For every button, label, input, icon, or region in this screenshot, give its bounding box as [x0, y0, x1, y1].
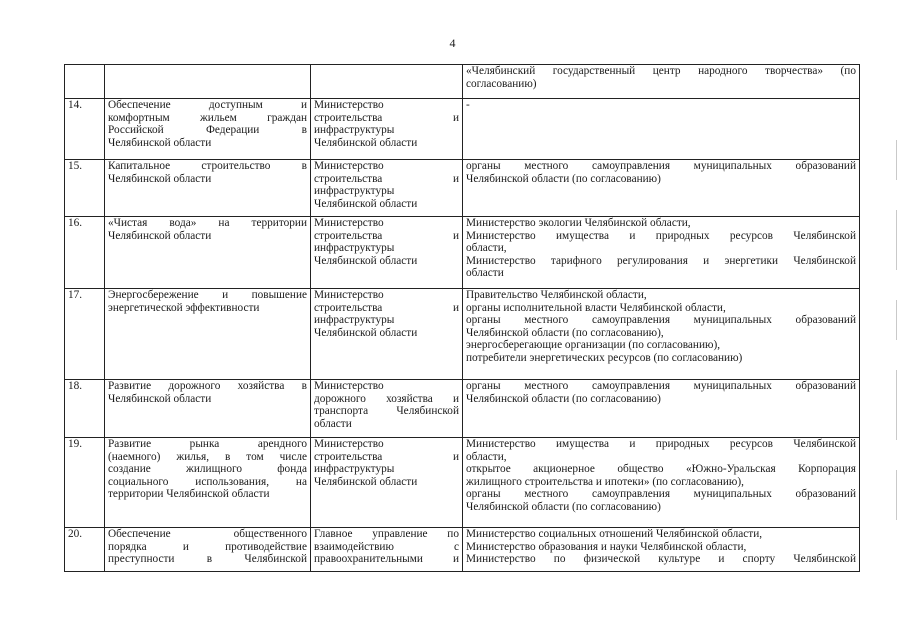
responsible-executor-cell — [311, 528, 463, 572]
table-row — [65, 217, 860, 289]
row-number-cell: 15. — [65, 160, 105, 217]
cell-text-line: строительства и — [314, 229, 459, 242]
participants-cell — [463, 528, 860, 572]
cell-text-line: области — [466, 267, 504, 280]
cell-text-line: Челябинской области — [314, 254, 418, 267]
program-name-cell — [105, 438, 311, 528]
cell-text-line: создание жилищного фонда — [108, 463, 307, 476]
row-number-cell: 19. — [65, 438, 105, 528]
responsible-executor-cell — [311, 438, 463, 528]
cell-text-line: инфраструктуры — [314, 242, 395, 255]
participants-cell — [463, 289, 860, 380]
cell-text-line: органы местного самоуправления муниципальных образований — [466, 160, 856, 172]
cell-text-line: Обеспечение доступным и — [108, 99, 307, 111]
cell-text-line: транспорта Челябинской — [314, 405, 459, 418]
cell-text-line: преступности в Челябинской — [108, 553, 307, 566]
table-row — [65, 99, 860, 160]
cell-text-line: органы местного самоуправления муниципальных образований — [466, 314, 856, 327]
cell-text-line: Министерство тарифного регулирования и энергетики Челябинской — [466, 254, 856, 267]
cell-text-line: Капитальное строительство в — [108, 160, 307, 172]
program-name-cell — [105, 289, 311, 380]
responsible-executor-cell — [311, 380, 463, 438]
cell-text-line: - — [466, 99, 470, 111]
table-row — [65, 380, 860, 438]
table-row — [65, 65, 860, 99]
cell-text-line: Челябинской области — [314, 197, 418, 210]
cell-text-line: Министерство имущества и природных ресурсов Челябинской — [466, 438, 856, 450]
participants-cell — [463, 438, 860, 528]
responsible-executor-cell — [311, 99, 463, 160]
cell-text-line: строительства и — [314, 301, 459, 314]
cell-text-line: социального использования, на — [108, 475, 307, 488]
cell-text-line: Министерство — [314, 99, 384, 111]
program-name-cell — [105, 217, 311, 289]
cell-text-line: энергетической эффективности — [108, 301, 260, 314]
cell-text-line: Министерство социальных отношений Челябинской области, — [466, 528, 763, 540]
cell-text-line: области — [314, 417, 352, 430]
cell-text-line: Главное управление по — [314, 528, 459, 540]
cell-text-line: органы исполнительной власти Челябинской области, — [466, 301, 726, 314]
cell-text-line: Министерство — [314, 289, 384, 301]
cell-text-line: Челябинской области — [108, 392, 212, 405]
table-row — [65, 438, 860, 528]
program-table — [64, 64, 860, 572]
cell-text-line: территории Челябинской области — [108, 488, 270, 501]
program-name-cell — [105, 380, 311, 438]
cell-text-line: дорожного хозяйства и — [314, 392, 459, 405]
cell-text-line: Министерство образования и науки Челябинской области, — [466, 540, 747, 553]
page-number: 4 — [449, 36, 456, 50]
cell-text-line: строительства и — [314, 450, 459, 463]
cell-text-line: комфортным жильем граждан — [108, 111, 307, 124]
cell-text-line: потребители энергетических ресурсов (по согласованию) — [466, 351, 743, 364]
cell-text-line: Челябинской области (по согласованию) — [466, 172, 661, 185]
cell-text-line: инфраструктуры — [314, 185, 395, 198]
cell-text-line: области, — [466, 450, 507, 463]
cell-text-line: Челябинской области — [314, 475, 418, 488]
cell-text-line: Министерство — [314, 380, 384, 392]
participants-cell — [463, 160, 860, 217]
cell-text-line: Министерство по физической культуре и спорту Челябинской — [466, 553, 856, 566]
cell-text-line: Энергосбережение и повышение — [108, 289, 307, 301]
cell-text-line: инфраструктуры — [314, 463, 395, 476]
table-row — [65, 160, 860, 217]
cell-text-line: Министерство имущества и природных ресурсов Челябинской — [466, 229, 856, 242]
responsible-executor-cell — [311, 160, 463, 217]
cell-text-line: порядка и противодействие — [108, 540, 307, 553]
row-number-cell: 18. — [65, 380, 105, 438]
responsible-executor-cell — [311, 217, 463, 289]
cell-text-line: Министерство экологии Челябинской области, — [466, 217, 691, 229]
cell-text-line: «Челябинский государственный центр народного творчества» (по — [466, 65, 856, 77]
row-number-cell: 14. — [65, 99, 105, 160]
cell-text-line: Челябинской области — [314, 326, 418, 339]
cell-text-line: энергосберегающие организации (по согласованию), — [466, 339, 721, 352]
cell-text-line: области, — [466, 242, 507, 255]
cell-text-line: органы местного самоуправления муниципальных образований — [466, 380, 856, 392]
cell-text-line: (наемного) жилья, в том числе — [108, 450, 307, 463]
row-number-cell: 20. — [65, 528, 105, 572]
cell-text-line: Челябинской области — [314, 136, 418, 149]
cell-text-line: Челябинской области (по согласованию), — [466, 326, 664, 339]
row-number-cell: 17. — [65, 289, 105, 380]
table-row — [65, 528, 860, 572]
program-name-cell — [105, 160, 311, 217]
cell-text-line: Челябинской области (по согласованию) — [466, 392, 661, 405]
cell-text-line: органы местного самоуправления муниципальных образований — [466, 488, 856, 501]
cell-text-line: инфраструктуры — [314, 124, 395, 137]
cell-text-line: Челябинской области (по согласованию) — [466, 500, 661, 513]
cell-text-line: правоохранительными и — [314, 553, 459, 566]
cell-text-line: Развитие дорожного хозяйства в — [108, 380, 307, 392]
cell-text-line: согласованию) — [466, 77, 537, 90]
program-name-cell — [105, 528, 311, 572]
cell-text-line: Челябинской области — [108, 229, 212, 242]
program-name-cell — [105, 99, 311, 160]
cell-text-line: «Чистая вода» на территории — [108, 217, 307, 229]
cell-text-line: Развитие рынка арендного — [108, 438, 307, 450]
participants-cell — [463, 65, 860, 99]
cell-text-line: строительства и — [314, 111, 459, 124]
cell-text-line: взаимодействию с — [314, 540, 459, 553]
program-name-cell — [105, 65, 311, 99]
row-number-cell — [65, 65, 105, 99]
cell-text-line: Министерство — [314, 217, 384, 229]
cell-text-line: открытое акционерное общество «Южно-Уральская Корпорация — [466, 463, 856, 476]
cell-text-line: Челябинской области — [108, 172, 212, 185]
responsible-executor-cell — [311, 65, 463, 99]
table-row — [65, 289, 860, 380]
cell-text-line: инфраструктуры — [314, 314, 395, 327]
cell-text-line: Челябинской области — [108, 136, 212, 149]
responsible-executor-cell — [311, 289, 463, 380]
cell-text-line: Правительство Челябинской области, — [466, 289, 647, 301]
cell-text-line: строительства и — [314, 172, 459, 185]
participants-cell — [463, 217, 860, 289]
cell-text-line: Министерство — [314, 438, 384, 450]
participants-cell — [463, 380, 860, 438]
cell-text-line: Обеспечение общественного — [108, 528, 307, 540]
scan-margin-marks — [891, 140, 897, 560]
cell-text-line: Министерство — [314, 160, 384, 172]
row-number-cell: 16. — [65, 217, 105, 289]
cell-text-line: жилищного строительства и ипотеки» (по согласованию), — [466, 475, 744, 488]
cell-text-line: Российской Федерации в — [108, 124, 307, 137]
participants-cell — [463, 99, 860, 160]
